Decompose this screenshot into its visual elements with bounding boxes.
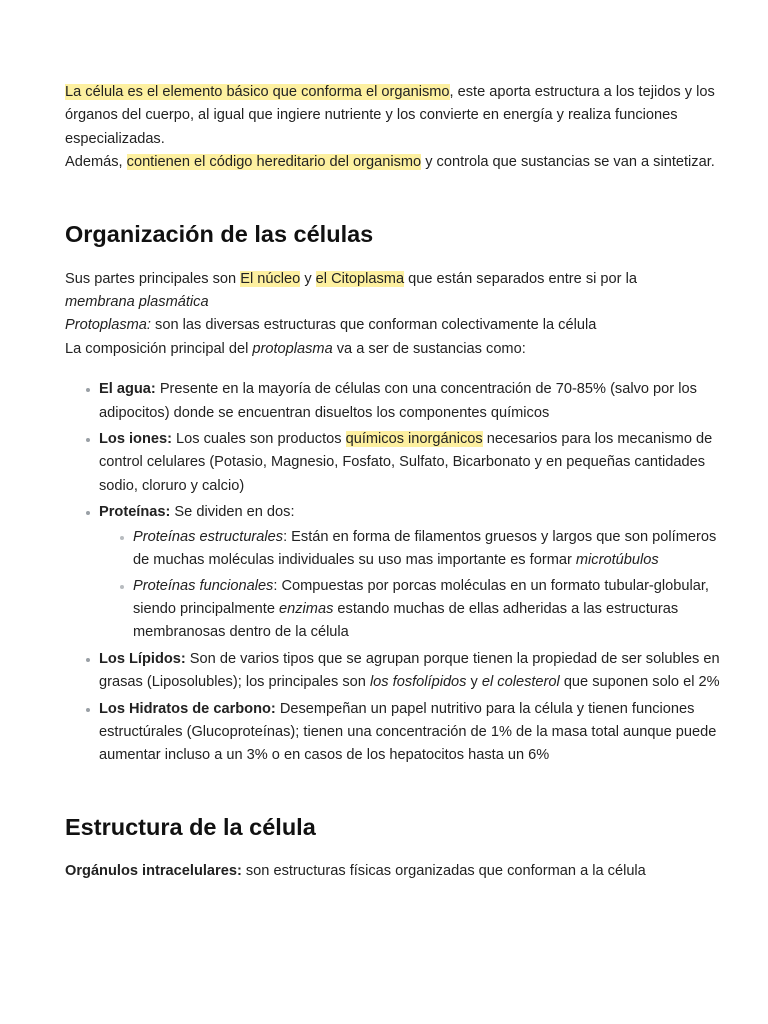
intro-paragraph-2 — [65, 151, 720, 174]
body-text: y controla que sustancias se van a sintetizar. — [421, 154, 715, 171]
body-text: Sus partes principales son — [65, 270, 241, 287]
item-label: El agua: — [99, 381, 156, 398]
highlight-text: el Citoplasma — [315, 270, 405, 287]
italic-term: Proteínas estructurales — [133, 528, 284, 545]
list-item-proteinas — [99, 501, 720, 644]
body-text: Además, — [65, 154, 127, 171]
sublist-item-funcionales — [133, 575, 720, 645]
item-label: Orgánulos intracelulares: — [65, 862, 242, 879]
parts-line — [65, 268, 720, 291]
body-text: va a ser de sustancias como: — [332, 340, 526, 357]
item-label: Los Hidratos de carbono: — [99, 700, 276, 717]
item-text: Los cuales son productos — [171, 431, 346, 448]
item-text: que suponen solo el 2% — [559, 674, 720, 691]
italic-term: enzimas — [279, 600, 334, 617]
organelles-line — [65, 860, 720, 883]
protoplasm-definition — [65, 314, 720, 337]
item-text: estando muchas de ellas adheridas a las estructuras membranosas dentro de la célula — [133, 600, 679, 641]
section-heading-organizacion: Organización de las células — [65, 220, 374, 247]
item-text: Desempeñan un papel nutritivo para la célula y tienen funciones estructúrales (Glucoproteínas); tienen una concentración de 1% de la masa total aunque puede aumentar incluso a un 3% o en casos de los hepatocitos hasta un 6% — [99, 700, 717, 764]
substances-list — [65, 378, 720, 768]
list-item-iones — [99, 428, 720, 498]
list-item-lipidos — [99, 648, 720, 695]
body-text: y — [300, 270, 316, 287]
item-label: Proteínas: — [99, 504, 171, 521]
body-text: La composición principal del — [65, 340, 253, 357]
sublist-item-estructurales — [133, 526, 720, 573]
italic-term: Protoplasma: — [65, 317, 151, 334]
membrane-line — [65, 291, 720, 314]
italic-term: membrana plasmática — [65, 294, 209, 311]
list-item-hidratos — [99, 698, 720, 768]
item-text: Presente en la mayoría de células con una concentración de 70-85% (salvo por los adipocitos) donde se encuentran disueltos los componentes químicos — [99, 381, 697, 421]
highlight-text: químicos inorgánicos — [345, 431, 483, 448]
body-text: que están separados entre si por la — [404, 270, 637, 287]
item-text: Se dividen en dos: — [170, 504, 295, 521]
section-heading-estructura: Estructura de la célula — [65, 813, 316, 840]
italic-term: Proteínas funcionales — [133, 577, 274, 594]
highlight-text: contienen el código hereditario del organismo — [126, 154, 422, 171]
item-label: Los iones: — [99, 431, 172, 448]
highlight-text: El núcleo — [240, 270, 301, 287]
proteins-sublist — [99, 526, 720, 645]
italic-term: protoplasma — [252, 340, 333, 357]
composition-line — [65, 338, 720, 361]
item-text: y — [466, 674, 482, 691]
body-text: son las diversas estructuras que conforman colectivamente la célula — [150, 317, 597, 334]
intro-paragraph-1 — [65, 81, 720, 151]
item-text: Son de varios tipos que se agrupan porque tienen la propiedad de ser solubles en grasas (Liposolubles); los principales son — [99, 650, 720, 691]
item-text: : Están en forma de filamentos gruesos y largos que son polímeros de muchas moléculas individuales su uso mas importante es formar — [133, 528, 717, 569]
item-text: necesarios para los mecanismo de control celulares (Potasio, Magnesio, Fosfato, Sulfato, Bicarbonato y en pequeñas cantidades sodio, cloruro y calcio) — [99, 431, 713, 494]
item-text: : Compuestas por porcas moléculas en un formato tubular-globular, siendo principalmente — [133, 577, 709, 617]
list-item-agua — [99, 378, 720, 425]
italic-term: el colesterol — [481, 674, 560, 691]
body-text: son estructuras físicas organizadas que conforman a la célula — [241, 862, 646, 879]
body-text: , este aporta estructura a los tejidos y los órganos del cuerpo, al igual que ingiere nutriente y los convierte en energía y realiza funciones especializadas. — [65, 84, 715, 147]
italic-term: microtúbulos — [575, 552, 659, 569]
italic-term: los fosfolípidos — [369, 674, 467, 691]
highlight-text: La célula es el elemento básico que conforma el organismo — [65, 84, 450, 100]
item-label: Los Lípidos: — [99, 650, 186, 667]
